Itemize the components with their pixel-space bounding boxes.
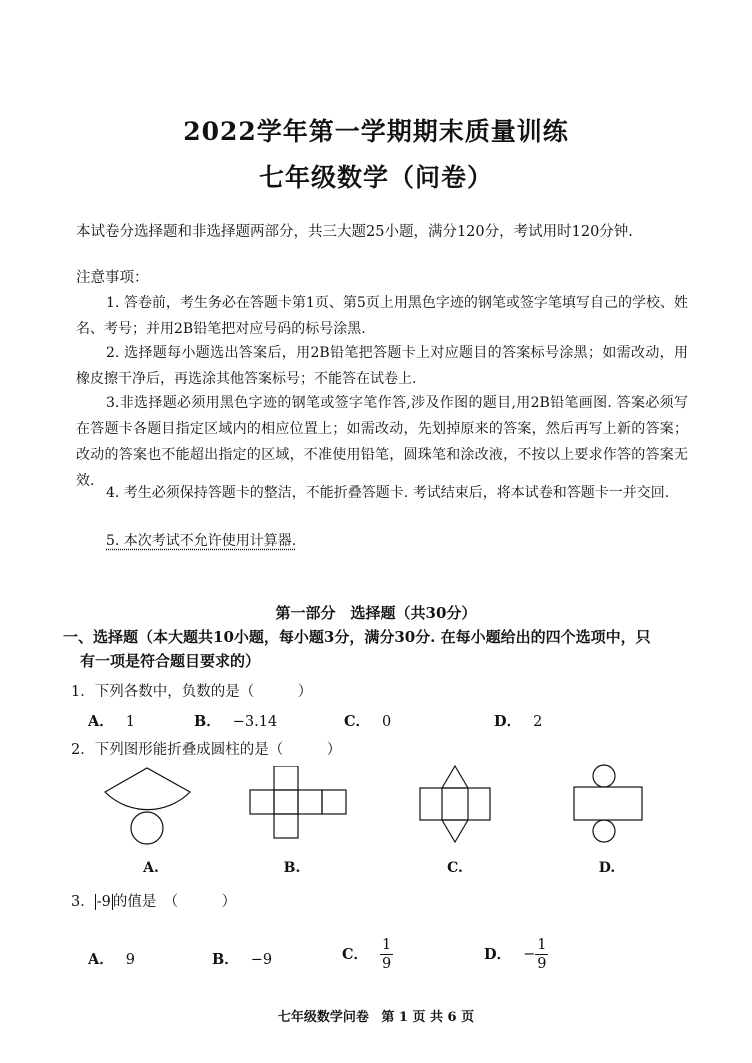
exam-intro: 本试卷分选择题和非选择题两部分，共三大题25小题，满分120分，考试用时120分钟. xyxy=(76,224,633,240)
q1-option-a: A． 1 xyxy=(88,713,135,730)
figure-label-b: B. xyxy=(283,860,301,876)
notice-item: 4. 考生必须保持答题卡的整洁，不能折叠答题卡. 考试结束后，将本试卷和答题卡一并交回. xyxy=(106,485,670,501)
question-1-stem: 1．下列各数中，负数的是（ ） xyxy=(71,684,313,700)
figure-a-cone-net xyxy=(100,766,200,848)
q3-option-d: D． − $\frac{1}{9}$ xyxy=(484,937,547,972)
part-title: 第一部分 选择题（共30分） xyxy=(275,604,477,622)
question-3-stem: 3． -9 的值是 （ ） xyxy=(71,894,237,910)
footer-name: 七年级数学问卷 xyxy=(277,1010,369,1025)
absolute-value: -9 xyxy=(96,894,111,910)
q3-option-a: A． 9 xyxy=(88,951,135,968)
q1-option-d: D． 2 xyxy=(494,713,543,730)
footer-page: 第 1 页 共 6 页 xyxy=(381,1010,475,1025)
q3-option-b: B． −9 xyxy=(212,951,273,968)
q3-option-c: C． $\frac{1}{9}$ xyxy=(342,937,392,972)
figure-d-cylinder-net xyxy=(572,762,646,846)
notice-item: 3.非选择题必须用黑色字迹的钢笔或签字笔作答,涉及作图的题目,用2B铅笔画图. 答案必须写在答题卡各题目指定区域内的相应位置上；如需改动，先划掉原来的答案，然后再写上新的答案；改动的答案也不能超出指定的区域，不准使用铅笔，圆珠笔和涂改液，不按以上要求作答的答案无效. xyxy=(76,395,688,489)
fraction: $\frac{1}{9}$ xyxy=(537,937,547,972)
figure-c-prism-net xyxy=(418,764,494,844)
fraction: $\frac{1}{9}$ xyxy=(382,937,392,972)
figure-b-cube-net xyxy=(248,766,352,840)
figure-label-c: C. xyxy=(447,860,463,876)
q1-option-b: B． −3.14 xyxy=(194,713,278,730)
q1-option-c: C． 0 xyxy=(344,713,392,730)
page-footer xyxy=(0,1006,752,1025)
section-heading: 一、选择题（本大题共10小题，每小题3分，满分30分. 在每小题给出的四个选项中，只 xyxy=(63,628,651,646)
figure-label-d: D. xyxy=(598,860,616,876)
figure-label-a: A. xyxy=(143,860,159,876)
notice-item: 5. 本次考试不允许使用计算器. xyxy=(106,533,297,549)
question-2-stem: 2．下列图形能折叠成圆柱的是（ ） xyxy=(71,742,342,758)
notice-item: 2. 选择题每小题选出答案后，用2B铅笔把答题卡上对应题目的答案标号涂黑；如需改动，用橡皮擦干净后，再选涂其他答案标号；不能答在试卷上. xyxy=(76,345,688,387)
notice-heading: 注意事项： xyxy=(76,270,149,286)
exam-title: 2022学年第一学期期末质量训练 xyxy=(183,117,569,146)
section-heading-cont: 有一项是符合题目要求的） xyxy=(80,652,261,670)
notice-item: 1. 答卷前，考生务必在答题卡第1页、第5页上用黑色字迹的钢笔或签字笔填写自己的学校、姓名、考号；并用2B铅笔把对应号码的标号涂黑. xyxy=(76,295,688,337)
exam-subtitle: 七年级数学（问卷） xyxy=(258,163,493,192)
